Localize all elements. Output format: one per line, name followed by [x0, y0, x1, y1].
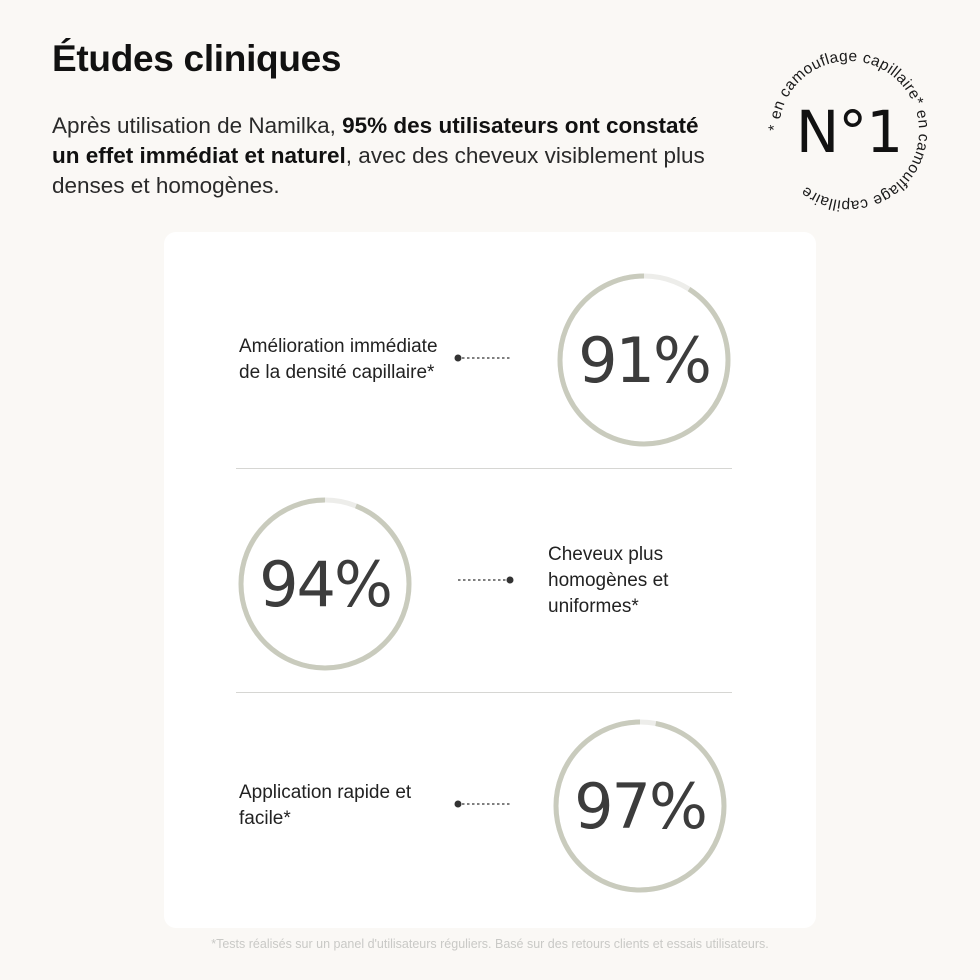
stats-card [164, 232, 816, 928]
stat-label-homogeneous: Cheveux plus homogènes et uniformes* [548, 544, 669, 617]
stat-percent-density: 91% [578, 323, 710, 397]
badge-main-text: N°1 [795, 98, 903, 166]
row-divider [236, 468, 732, 469]
stat-connector [454, 800, 510, 808]
intro-text-start: Après utilisation de Namilka, [52, 113, 343, 138]
stat-ring-density [556, 272, 732, 448]
page-title: Études cliniques [52, 38, 342, 79]
footnote: *Tests réalisés sur un panel d'utilisateurs réguliers. Basé sur des retours clients et essais utilisateurs. [211, 937, 769, 951]
badge-ring-text: * en camouflage capillaire* en camouflage capillaire [765, 47, 933, 215]
stat-connector [454, 354, 510, 362]
stat-percent-homogeneous: 94% [259, 547, 391, 621]
stat-label-density: Amélioration immédiate de la densité capillaire* [239, 336, 438, 383]
stat-label-application: Application rapide et facile* [239, 782, 412, 829]
stat-row-density [164, 248, 816, 472]
stat-row-homogeneous [164, 472, 816, 696]
stat-connector [458, 576, 514, 584]
intro-text [52, 111, 712, 201]
number-one-badge [762, 44, 936, 218]
row-divider [236, 692, 732, 693]
stat-ring-homogeneous [237, 496, 413, 672]
intro-text-end: , avec des cheveux visiblement plus denses et homogènes. [52, 143, 705, 198]
badge-graphic [762, 44, 936, 218]
stat-row-application [164, 696, 816, 920]
stat-percent-application: 97% [574, 769, 706, 843]
intro-text-highlight: 95% des utilisateurs ont constaté un effet immédiat et naturel [52, 113, 699, 168]
stat-ring-application [552, 718, 728, 894]
